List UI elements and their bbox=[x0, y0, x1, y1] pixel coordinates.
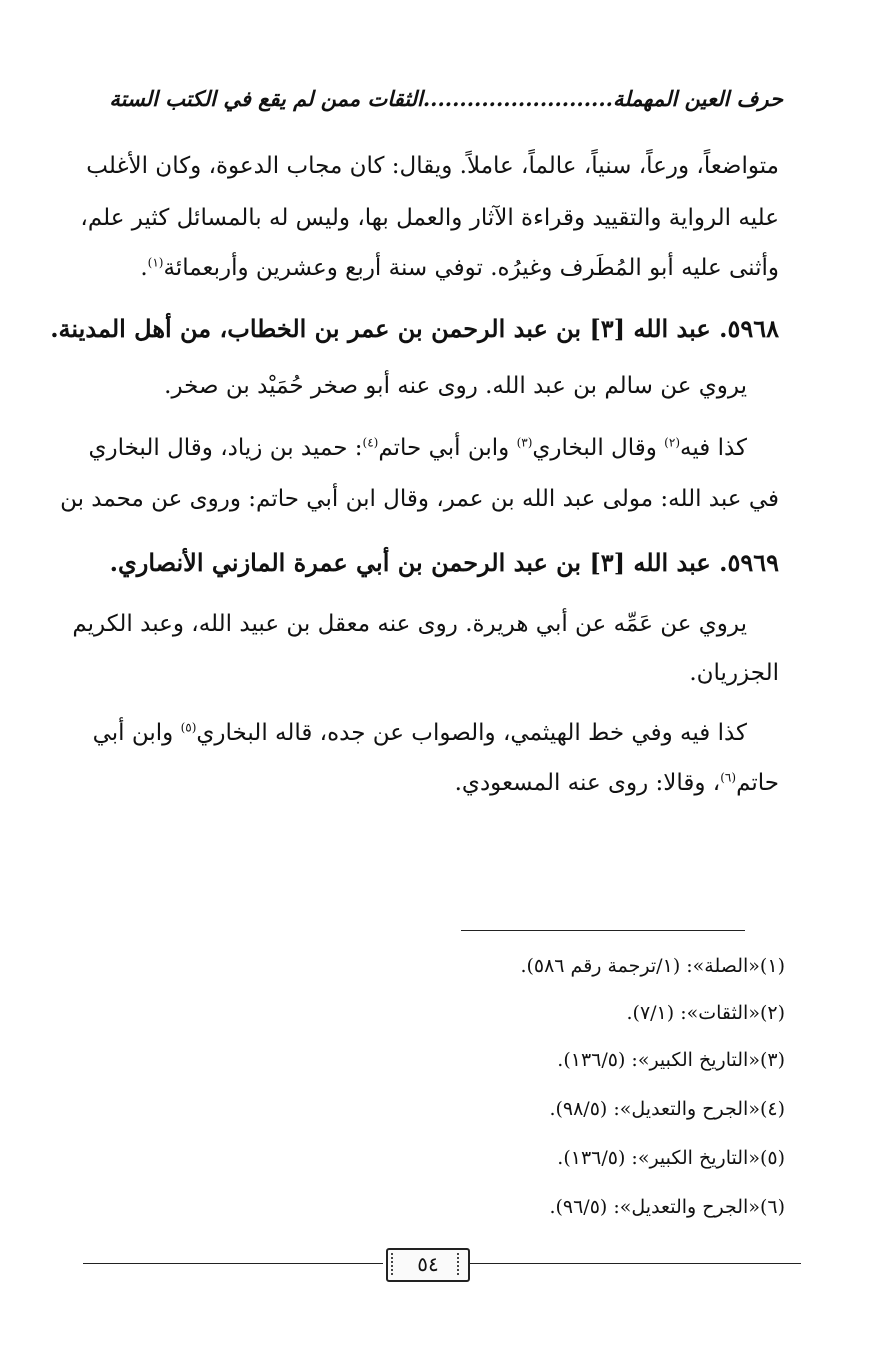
footnote-4: (٤)«الجرح والتعديل»: (٩٨/٥). bbox=[549, 1098, 785, 1120]
bottom-rule-right bbox=[470, 1263, 801, 1264]
footnote-ref-4: (٤) bbox=[362, 435, 379, 450]
footnote-ref-6: (٦) bbox=[720, 770, 737, 785]
entry-5968-heading bbox=[50, 314, 779, 343]
footnote-ref-1: (١) bbox=[147, 255, 164, 270]
paragraph-1-line-3: وأثنى عليه أبو المُطَرف وغيرُه. توفي سنة أربع وعشرين وأربعمائة$^{(١)}$. bbox=[140, 255, 779, 281]
running-header: حرف العين المهملة..........................الثقات ممن لم يقع في الكتب الستة bbox=[109, 86, 783, 111]
footnote-6: (٦)«الجرح والتعديل»: (٩٦/٥). bbox=[549, 1196, 785, 1218]
footnote-2: (٢)«الثقات»: (٧/١). bbox=[626, 1002, 785, 1024]
footnote-5: (٥)«التاريخ الكبير»: (١٣٦/٥). bbox=[557, 1147, 785, 1169]
footnote-ref-2: (٢) bbox=[664, 435, 680, 450]
paragraph-3-line-1: كذا فيه$^{(٢)}$ وقال البخاري$^{(٣)}$ وابن أبي حاتم$^{(٤)}$: حميد بن زياد، وقال البخاري bbox=[88, 435, 747, 461]
footnote-ref-3: (٣) bbox=[516, 435, 533, 450]
footnote-3: (٣)«التاريخ الكبير»: (١٣٦/٥). bbox=[557, 1049, 785, 1071]
paragraph-1-line-1: متواضعاً، ورعاً، سنياً، عالماً، عاملاً. ويقال: كان مجاب الدعوة، وكان الأغلب bbox=[86, 153, 779, 179]
footnote-separator bbox=[461, 930, 745, 931]
footnote-ref-5: (٥) bbox=[180, 720, 197, 735]
paragraph-5-line-1: كذا فيه وفي خط الهيثمي، والصواب عن جده، قاله البخاري$^{(٥)}$ وابن أبي bbox=[92, 720, 747, 746]
entry-title: عبد الله [٣] بن عبد الرحمن بن عمر بن الخطاب، من أهل المدينة. bbox=[50, 314, 711, 343]
paragraph-3-line-2: في عبد الله: مولى عبد الله بن عمر، وقال ابن أبي حاتم: وروى عن محمد بن bbox=[60, 486, 779, 512]
paragraph-1-line-2: عليه الرواية والتقييد وقراءة الآثار والعمل بها، وليس له بالمسائل كثير علم، bbox=[80, 205, 779, 231]
paragraph-2: يروي عن سالم بن عبد الله. روى عنه أبو صخر حُمَيْد بن صخر. bbox=[164, 373, 747, 399]
entry-title: عبد الله [٣] بن عبد الرحمن بن أبي عمرة المازني الأنصاري. bbox=[109, 548, 711, 577]
paragraph-4-line-2: الجزريان. bbox=[689, 660, 779, 686]
entry-number: ٥٩٦٨. bbox=[719, 314, 779, 343]
footnote-1: (١)«الصلة»: (١/ترجمة رقم ٥٨٦). bbox=[520, 955, 785, 977]
paragraph-4-line-1: يروي عن عَمِّه عن أبي هريرة. روى عنه معقل بن عبيد الله، وعبد الكريم bbox=[72, 611, 747, 637]
page-number: ٥٤ bbox=[386, 1248, 470, 1282]
paragraph-5-line-2: حاتم$^{(٦)}$، وقالا: روى عنه المسعودي. bbox=[454, 770, 779, 796]
bottom-rule-left bbox=[83, 1263, 383, 1264]
entry-number: ٥٩٦٩. bbox=[719, 548, 779, 577]
entry-5969-heading bbox=[96, 548, 779, 577]
